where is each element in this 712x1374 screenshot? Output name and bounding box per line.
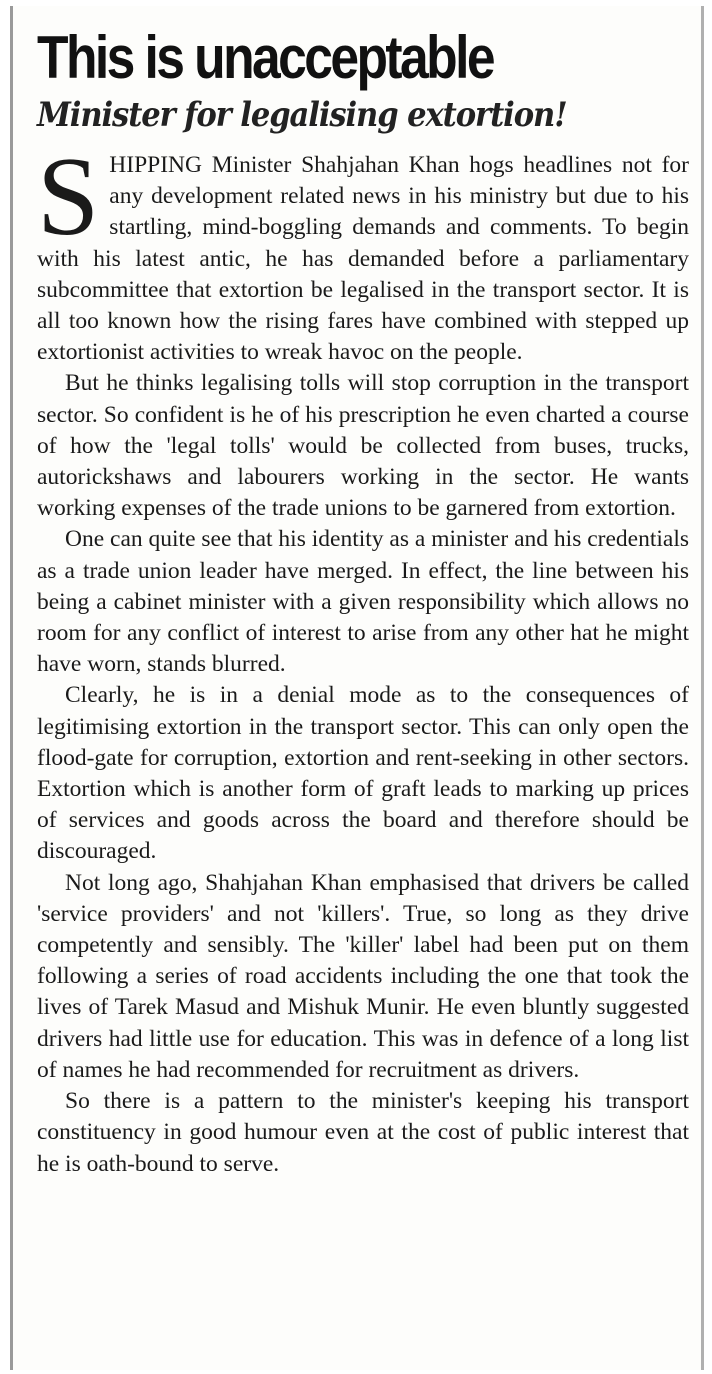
paragraph-3: One can quite see that his identity as a minister and his credentials as a trade union leader have merged. In effect, the line between his being a cabinet minister with a given responsibility which allows no room for any conflict of interest to arise from any other hat he might have worn, stands blurred.: [37, 526, 689, 678]
article-body: [37, 135, 689, 1180]
paragraph-2: But he thinks legalising tolls will stop corruption in the transport sector. So confident is he of his prescription he even charted a course of how the 'legal tolls' would be collected from buses, trucks, autorickshaws and labourers working in the sector. He wants working expenses of the trade unions to be garnered from extortion.: [37, 370, 689, 522]
drop-cap: S: [37, 135, 100, 259]
subheadline: Minister for legalising extortion!: [37, 95, 567, 135]
headline: This is unacceptable: [37, 24, 493, 91]
article: [37, 26, 689, 1180]
paragraph-5: Not long ago, Shahjahan Khan emphasised that drivers be called 'service providers' and not 'killers'. True, so long as they drive competently and sensibly. The 'killer' label had been put on them following a series of road accidents including the one that took the lives of Tarek Masud and Mishuk Munir. He even bluntly suggested drivers had little use for education. This was in defence of a long list of names he had recommended for recruitment as drivers.: [37, 869, 689, 1083]
paragraph-1: [37, 135, 689, 368]
paragraph-4: Clearly, he is in a denial mode as to the consequences of legitimising extortion in the transport sector. This can only open the flood-gate for corruption, extortion and rent-seeking in other sectors. Extortion which is another form of graft leads to marking up prices of services and goods across the board and therefore should be discouraged.: [37, 682, 689, 865]
paragraph-1-text: HIPPING Minister Shahjahan Khan hogs headlines not for any development related news in his ministry but due to his startling, mind-boggling demands and comments. To begin with his latest antic, he has demanded before a parliamentary subcommittee that extortion be legalised in the transport sector. It is all too known how the rising fares have combined with stepped up extortionist activities to wreak havoc on the people.: [37, 152, 689, 366]
paragraph-6: So there is a pattern to the minister's keeping his transport constituency in good humour even at the cost of public interest that he is oath-bound to serve.: [37, 1088, 689, 1177]
newspaper-clipping: [10, 6, 704, 1370]
